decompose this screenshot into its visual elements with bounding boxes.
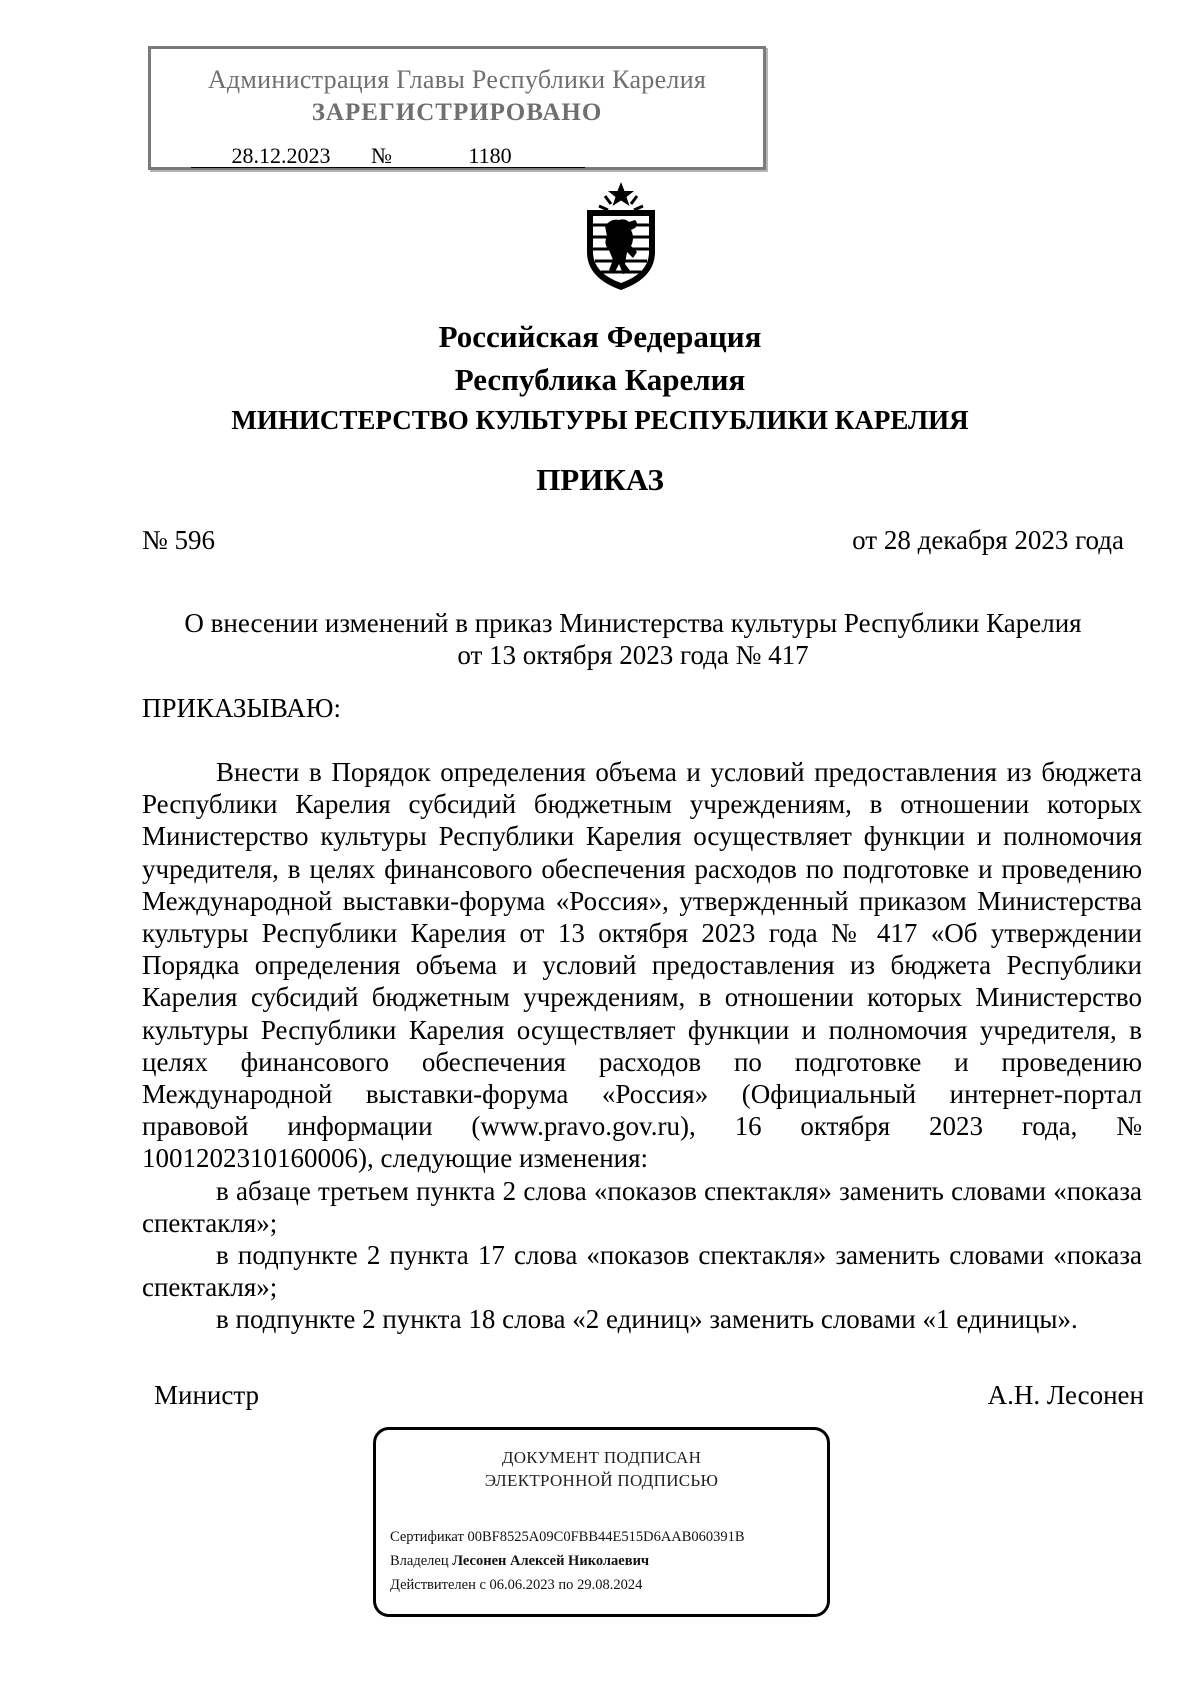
registration-stamp [148,46,766,170]
esignature-owner-label: Владелец [390,1553,449,1569]
header-ministry: МИНИСТЕРСТВО КУЛЬТУРЫ РЕСПУБЛИКИ КАРЕЛИЯ [231,405,969,435]
registration-status: ЗАРЕГИСТРИРОВАНО [311,99,603,126]
registration-details [191,143,585,169]
header-region: Республика Карелия [454,362,746,397]
body-paragraph-main: Внести в Порядок определения объема и условий предоставления из бюджета Республики Карелия субсидий бюджетным учреждениям, в отношении которых Министерство культуры Республики Карелия осуществляет функции и полномочия учредителя, в целях финансового обеспечения расходов по подготовке и проведению Международной выставки-форума «Россия», утвержденный приказом Министерства культуры Республики Карелия от 13 октября 2023 года № 417 «Об утверждении Порядка определения объема и условий предоставления из бюджета Республики Карелия субсидий бюджетным учреждениям, в отношении которых Министерство культуры Республики Карелия осуществляет функции и полномочия учредителя, в целях финансового обеспечения расходов по подготовке и проведению Международной выставки-форума «Россия» (Официальный интернет-портал правовой информации (www.pravo.gov.ru), 16 октября 2023 года, № 1001202310160006), следующие изменения: [142,757,1142,1174]
registration-authority: Администрация Главы Республики Карелия [207,65,707,94]
order-subject [142,607,1124,671]
body-paragraph-amendment-1: в абзаце третьем пункта 2 слова «показов спектакля» заменить словами «показа спектакля»; [142,1175,1142,1238]
coat-of-arms-icon [581,180,661,292]
esignature-valid-to-label: по [558,1577,574,1593]
esignature-owner-value: Лесонен Алексей Николаевич [452,1553,650,1569]
signatory-role: Министр [154,1380,259,1410]
electronic-signature-stamp [373,1427,830,1617]
esignature-cert-label: Сертификат [390,1529,464,1545]
subject-line-1: О внесении изменений в приказ Министерства культуры Республики Карелия [184,608,1082,638]
esignature-valid-from: 06.06.2023 [489,1577,555,1593]
signatory-name: А.Н. Лесонен [987,1380,1144,1410]
order-date: от 28 декабря 2023 года [852,525,1124,555]
esignature-title-2: ЭЛЕКТРОННОЙ ПОДПИСЬЮ [484,1471,719,1490]
body-paragraph-amendment-3: в подпункте 2 пункта 18 слова «2 единиц» заменить словами «1 единицы». [216,1304,1078,1335]
order-body [142,756,1142,1336]
esignature-certificate [390,1529,745,1546]
registration-date: 28.12.2023 [191,145,371,168]
registration-number-label: № [371,145,395,168]
esignature-title-1: ДОКУМЕНТ ПОДПИСАН [501,1448,702,1467]
esignature-validity [390,1577,642,1594]
body-paragraph-amendment-2: в подпункте 2 пункта 17 слова «показов спектакля» заменить словами «показа спектакля»; [142,1240,1142,1303]
subject-line-2: от 13 октября 2023 года № 417 [457,640,809,670]
esignature-valid-to: 29.08.2024 [577,1577,643,1593]
header-country: Российская Федерация [438,319,762,354]
order-number: № 596 [142,525,216,555]
esignature-valid-label: Действителен с [390,1577,486,1593]
directive-heading: ПРИКАЗЫВАЮ: [142,693,341,723]
registration-number: 1180 [395,145,585,168]
esignature-owner [390,1553,649,1570]
document-type: ПРИКАЗ [536,462,664,497]
esignature-cert-value: 00BF8525A09C0FBB44E515D6AAB060391B [467,1529,745,1545]
